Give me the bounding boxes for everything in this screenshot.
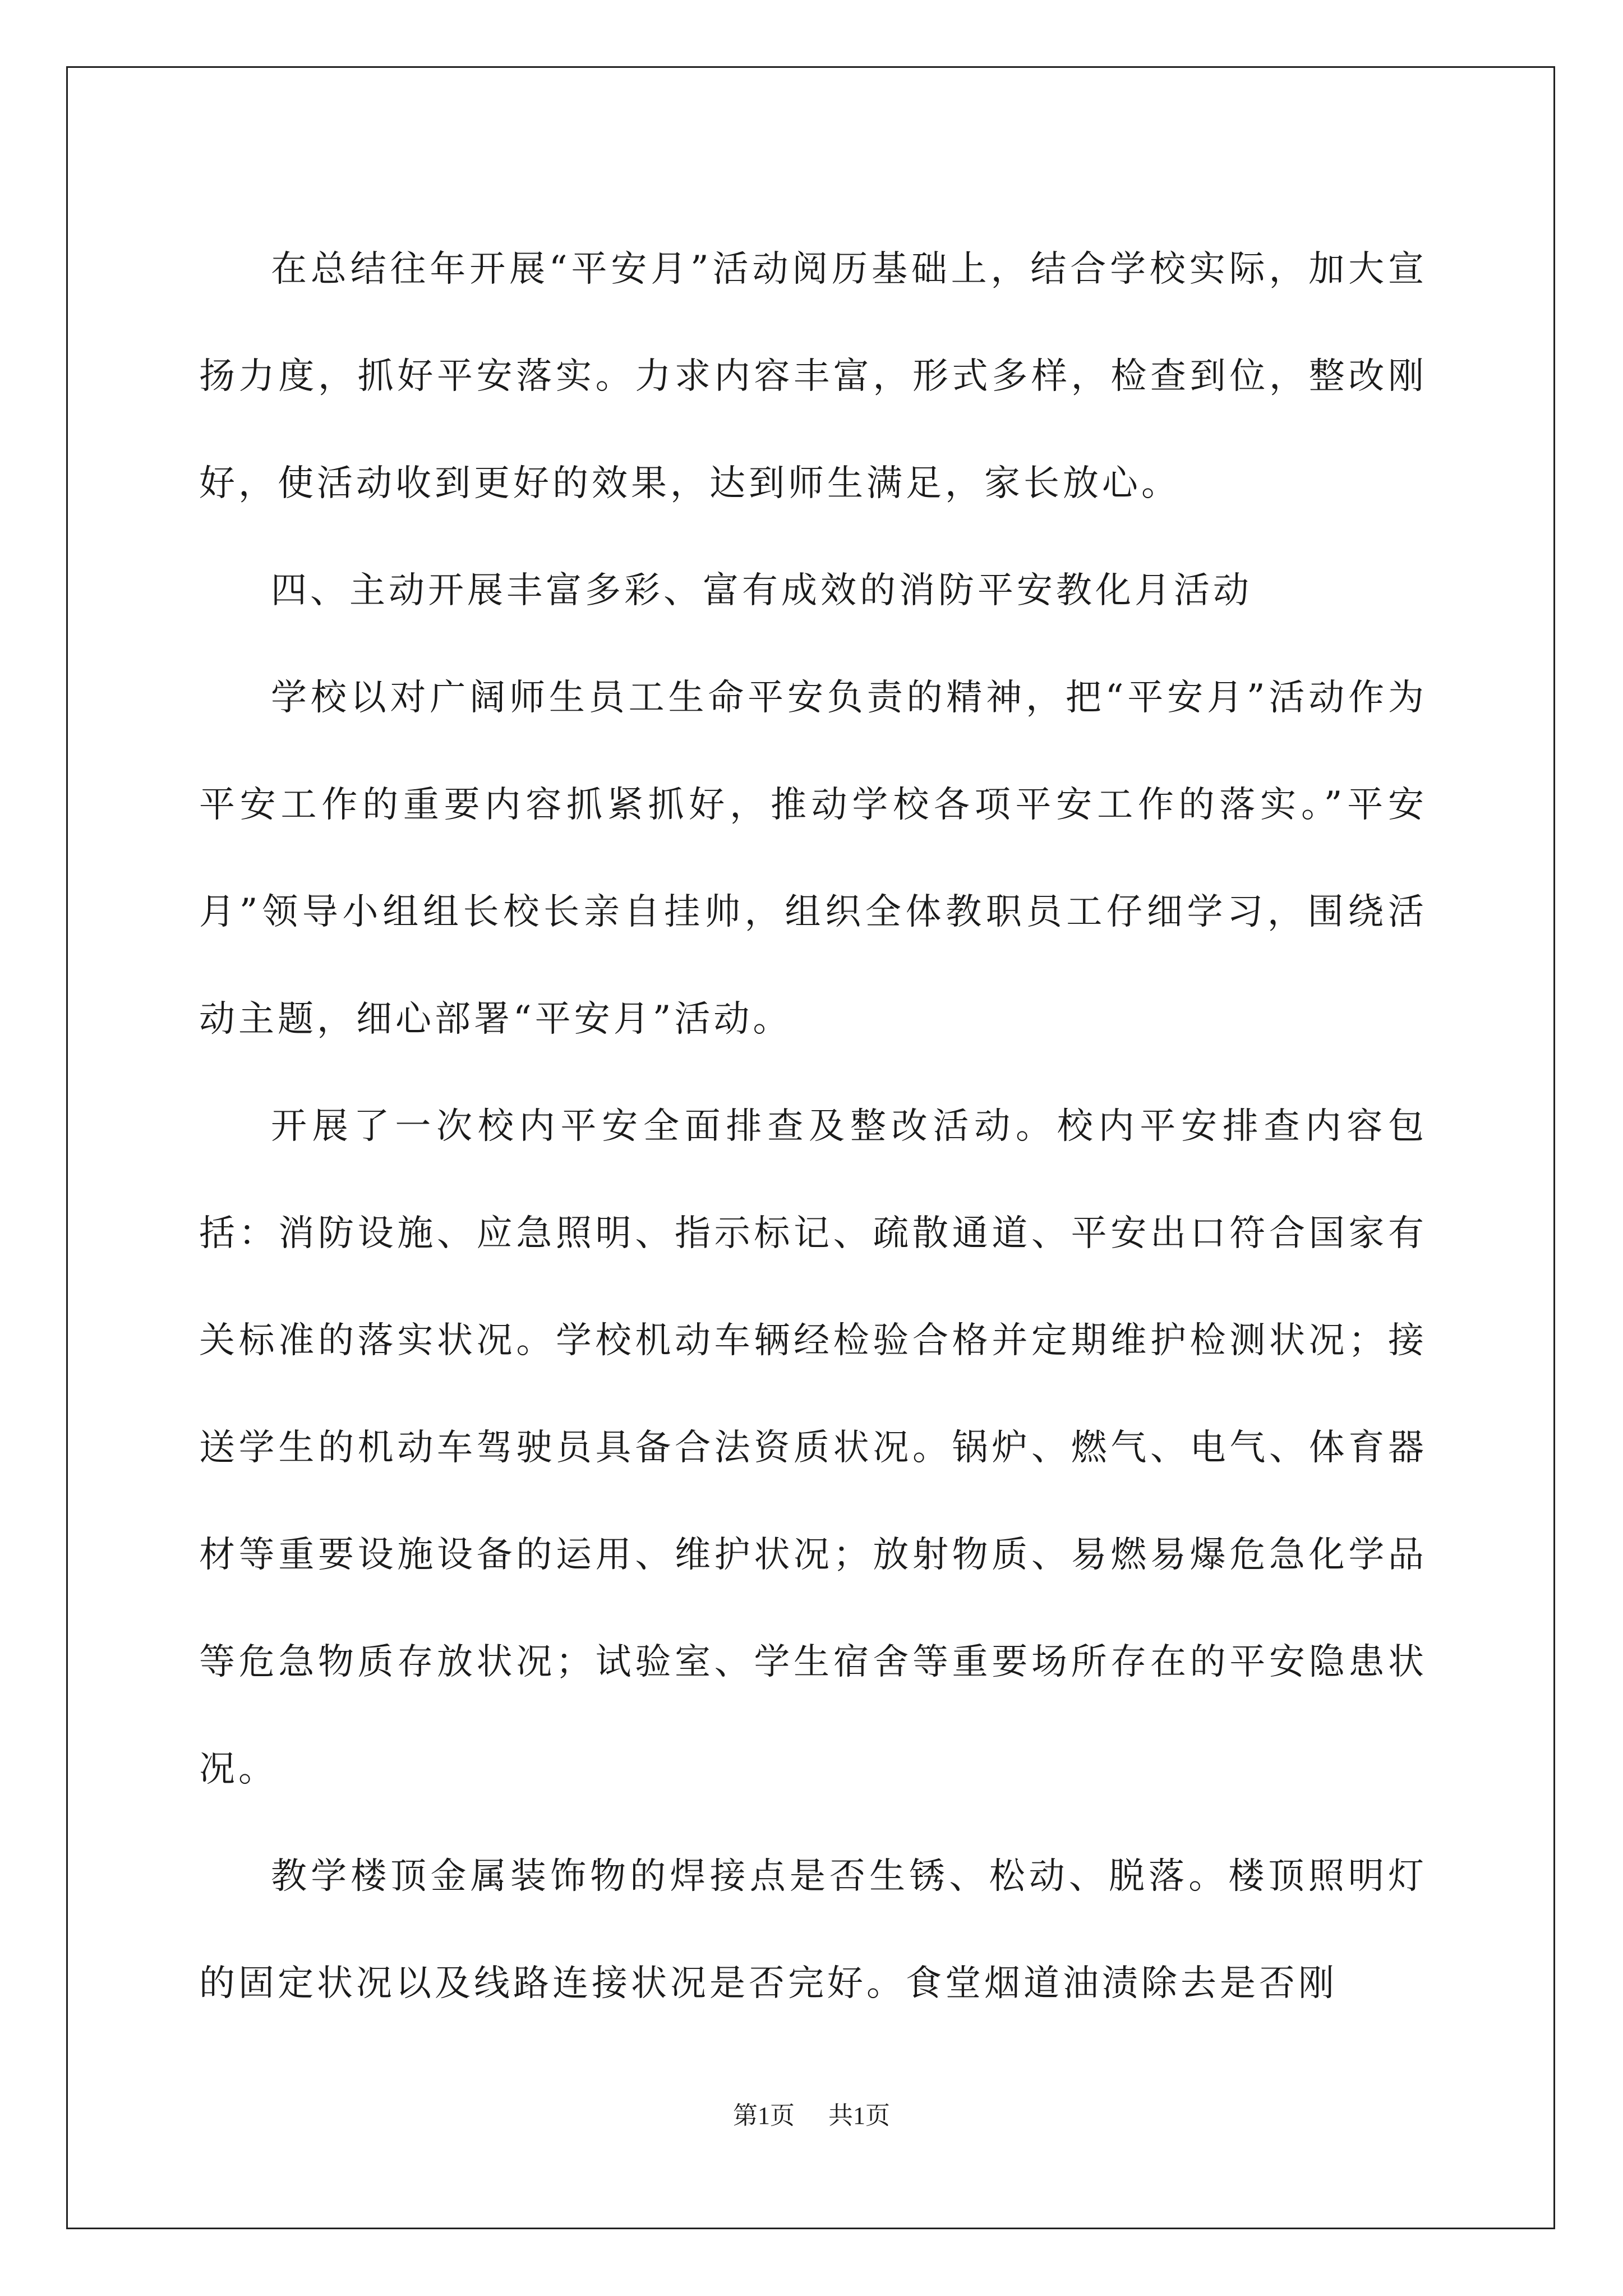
paragraph-school-safety: 学校以对广阔师生员工生命平安负责的精神，把“平安月”活动作为平安工作的重要内容抓紧抓好，推动学校各项平安工作的落实。”平安月”领导小组组长校长亲自挂帅，组织全体教职员工仔细学习，围绕活动主题，细心部署“平安月”活动。 (199, 677, 1427, 1040)
page-number: 第1页 (733, 2102, 795, 2129)
paragraph-building-check: 教学楼顶金属装饰物的焊接点是否生锈、松动、脱落。楼顶照明灯的固定状况以及线路连接状况是否完好。食堂烟道油渍除去是否刚 (199, 1856, 1427, 2004)
page-total: 共1页 (828, 2102, 890, 2129)
page-footer (0, 2095, 1623, 2131)
paragraph-inspection: 开展了一次校内平安全面排查及整改活动。校内平安排查内容包括：消防设施、应急照明、指示标记、疏散通道、平安出口符合国家有关标准的落实状况。学校机动车辆经检验合格并定期维护检测状况；接送学生的机动车驾驶员具备合法资质状况。锅炉、燃气、电气、体育器材等重要设施设备的运用、维护状况；放射物质、易燃易爆危急化学品等危急物质存放状况；试验室、学生宿舍等重要场所存在的平安隐患状况。 (199, 1106, 1427, 1790)
document-body (199, 216, 1427, 2037)
paragraph-summary: 在总结往年开展“平安月”活动阅历基础上，结合学校实际，加大宣扬力度，抓好平安落实。力求内容丰富，形式多样，检查到位，整改刚好，使活动收到更好的效果，达到师生满足，家长放心。 (199, 249, 1427, 504)
section-heading: 四、主动开展丰富多彩、富有成效的消防平安教化月活动 (271, 570, 1252, 611)
